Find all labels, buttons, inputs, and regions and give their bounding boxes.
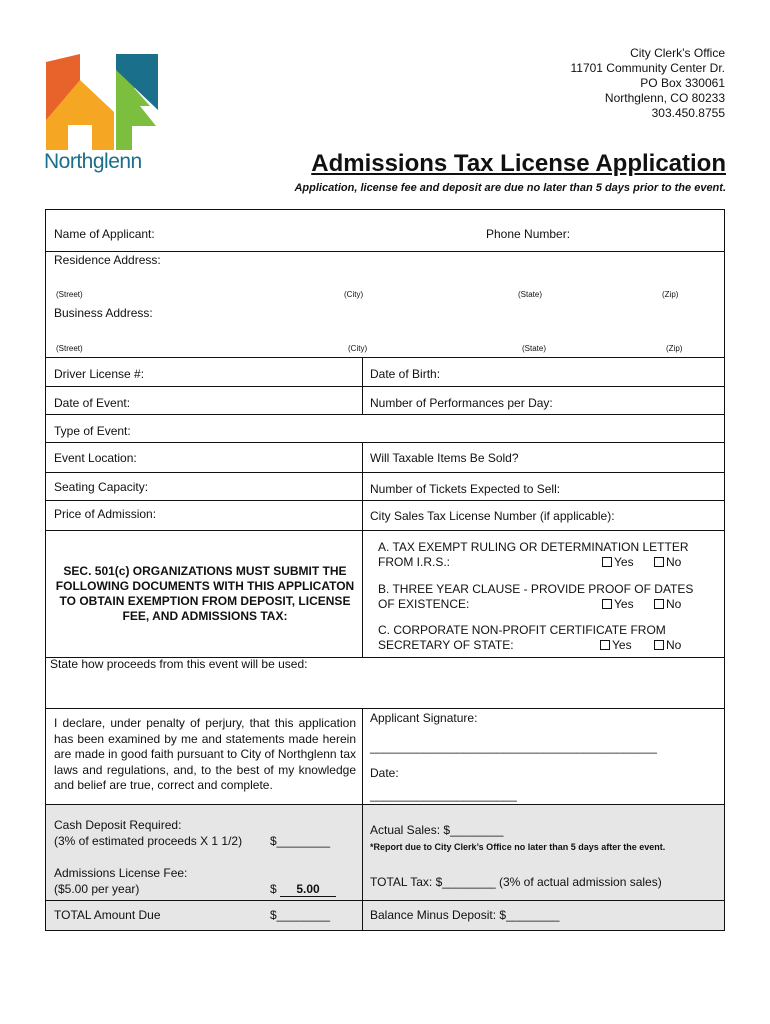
checkbox-b-no-label: No [666,597,682,611]
checkbox-c-no-label: No [666,638,682,652]
type-of-event-label: Type of Event: [54,424,131,438]
office-phone: 303.450.8755 [651,106,725,120]
office-po-box: PO Box 330061 [640,76,725,90]
declaration-text: I declare, under penalty of perjury, that this application has been examined by me and statements made herein are made in good faith pursuant to City of Northglenn tax laws and regulations, and, to the best of my knowledge and belief are true, correct and complete. [54,716,356,792]
checkbox-a-no[interactable] [654,557,664,567]
date-line[interactable]: ______________________ [370,788,517,802]
business-address-label: Business Address: [54,306,153,320]
driver-license-label: Driver License #: [54,367,145,381]
residence-zip-hint: (Zip) [662,290,679,299]
taxable-items-label: Will Taxable Items Be Sold? [370,451,519,465]
checkbox-c-yes-label: Yes [612,638,632,652]
sec501-a-yes[interactable] [602,555,634,569]
sec501-b-line2: OF EXISTENCE: [378,597,470,611]
event-location-label: Event Location: [54,451,137,465]
checkbox-a-yes-label: Yes [614,555,634,569]
office-address [570,46,725,121]
sec501-a-line1: A. TAX EXEMPT RULING OR DETERMINATION LETTER [378,540,689,554]
office-city: Northglenn, CO 80233 [604,91,725,105]
date-of-event-label: Date of Event: [54,396,131,410]
sec501-c-no[interactable] [654,638,681,652]
checkbox-c-yes[interactable] [600,640,610,650]
residence-city-hint: (City) [344,290,364,299]
total-due-label: TOTAL Amount Due [54,908,161,922]
office-street: 11701 Community Center Dr. [570,61,725,75]
office-name: City Clerk’s Office [630,46,725,60]
cash-deposit-value[interactable]: $________ [270,834,331,848]
actual-sales-field[interactable]: Actual Sales: $________ [370,823,504,837]
phone-label: Phone Number: [486,227,571,241]
sec501-c-line1: C. CORPORATE NON-PROFIT CERTIFICATE FROM [378,623,666,637]
date-of-birth-label: Date of Birth: [370,367,441,381]
report-note: *Report due to City Clerk’s Office no later than 5 days after the event. [370,842,666,852]
residence-address-label: Residence Address: [54,253,161,267]
license-fee-note: ($5.00 per year) [54,882,140,896]
performances-label: Number of Performances per Day: [370,396,553,410]
sec501-c-yes[interactable] [600,638,632,652]
sales-tax-license-label: City Sales Tax License Number (if applicable): [370,509,615,523]
sec501-c-line2: SECRETARY OF STATE: [378,638,514,652]
checkbox-b-yes-label: Yes [614,597,634,611]
proceeds-label: State how proceeds from this event will be used: [50,657,308,671]
license-fee-currency: $ [270,882,277,896]
seating-capacity-label: Seating Capacity: [54,480,149,494]
applicant-name-label: Name of Applicant: [54,227,155,241]
license-fee-label: Admissions License Fee: [54,866,188,880]
license-fee-value: 5.00 [280,882,336,897]
total-due-value[interactable]: $________ [270,908,331,922]
checkbox-c-no[interactable] [654,640,664,650]
tickets-expected-label: Number of Tickets Expected to Sell: [370,482,561,496]
page-title: Admissions Tax License Application [311,150,726,177]
business-street-hint: (Street) [56,344,83,353]
cash-deposit-label: Cash Deposit Required: [54,818,182,832]
sec501-b-yes[interactable] [602,597,634,611]
residence-state-hint: (State) [518,290,543,299]
business-state-hint: (State) [522,344,547,353]
residence-street-hint: (Street) [56,290,83,299]
cash-deposit-formula: (3% of estimated proceeds X 1 1/2) [54,834,243,848]
checkbox-a-yes[interactable] [602,557,612,567]
sec501-notice: SEC. 501(c) ORGANIZATIONS MUST SUBMIT THE FOLLOWING DOCUMENTS WITH THIS APPLICATON TO OBTAIN EXEMPTION FROM DEPOSIT, LICENSE FEE, AND ADMISSIONS TAX: [55,564,355,623]
balance-field[interactable]: Balance Minus Deposit: $________ [370,908,560,922]
checkbox-b-no[interactable] [654,599,664,609]
price-of-admission-label: Price of Admission: [54,507,157,521]
signature-label: Applicant Signature: [370,711,478,725]
checkbox-a-no-label: No [666,555,682,569]
total-tax-field[interactable]: TOTAL Tax: $________ (3% of actual admission sales) [370,875,662,889]
business-city-hint: (City) [348,344,368,353]
sec501-b-no[interactable] [654,597,681,611]
sec501-a-line2: FROM I.R.S.: [378,555,450,569]
date-label: Date: [370,766,399,780]
sec501-a-no[interactable] [654,555,681,569]
logo-wordmark: Northglenn [44,150,142,173]
page-subtitle: Application, license fee and deposit are due no later than 5 days prior to the event. [294,182,726,194]
signature-line[interactable]: ___________________________________________ [370,740,657,754]
business-zip-hint: (Zip) [666,344,683,353]
application-form [45,209,725,931]
checkbox-b-yes[interactable] [602,599,612,609]
sec501-b-line1: B. THREE YEAR CLAUSE - PROVIDE PROOF OF DATES [378,582,694,596]
